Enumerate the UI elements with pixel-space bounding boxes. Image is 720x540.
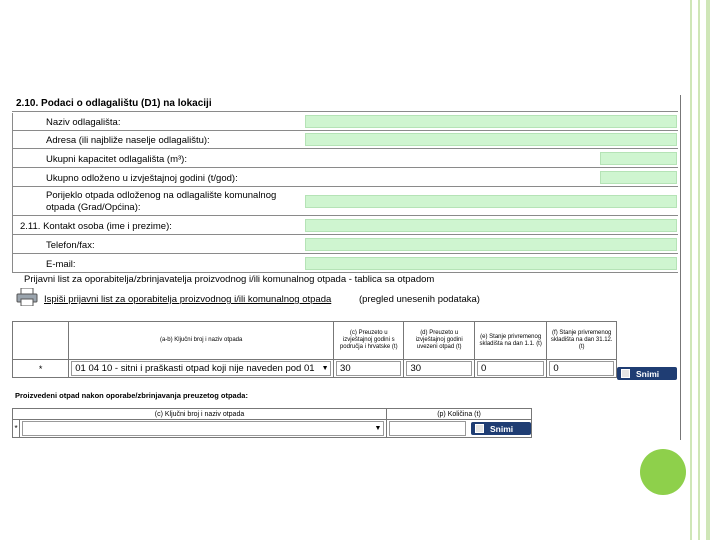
- phone-input[interactable]: [305, 238, 677, 251]
- row-marker: *: [13, 360, 69, 378]
- landfill-name-input[interactable]: [305, 115, 677, 128]
- chevron-down-icon: ▼: [321, 365, 329, 372]
- field-label-origin: Porijeklo otpada odloženog na odlagalište komunalnog: [46, 190, 277, 201]
- print-note: (pregled unesenih podataka): [359, 294, 480, 305]
- capacity-input[interactable]: [600, 152, 677, 165]
- save-button-2-label: Snimi: [490, 423, 514, 434]
- form-row: [12, 149, 678, 168]
- save-button[interactable]: [617, 367, 677, 380]
- quantity-d-input[interactable]: 30: [406, 361, 471, 376]
- field-label-capacity: Ukupni kapacitet odlagališta (m³):: [46, 154, 187, 165]
- slide-frame-line: [690, 0, 692, 540]
- contact-input[interactable]: [305, 219, 677, 232]
- col-header-e: (e) Stanje privremenog skladišta na dan 1.1. (t): [474, 322, 546, 360]
- origin-input[interactable]: [305, 195, 677, 208]
- save-button-2[interactable]: [471, 422, 531, 435]
- table-row: [13, 360, 617, 378]
- col-header-c: (c) Preuzeto u izvještajnoj godini s područja i hrvatske (t): [334, 322, 404, 360]
- form-row: [12, 216, 678, 235]
- row-marker: *: [13, 420, 20, 438]
- field-label-origin-cont: otpada (Grad/Općina):: [46, 202, 141, 213]
- form-row: [12, 254, 678, 273]
- form-row: [12, 235, 678, 254]
- chevron-down-icon: ▼: [374, 425, 382, 432]
- form-row: [12, 187, 678, 216]
- disposed-input[interactable]: [600, 171, 677, 184]
- save-button-label: Snimi: [636, 368, 660, 379]
- col-header-d: (d) Preuzeto u izvještajnoj godini uvezeni otpad (t): [404, 322, 474, 360]
- waste-select-2[interactable]: [22, 421, 384, 436]
- email-input[interactable]: [305, 257, 677, 270]
- quantity-f-input[interactable]: 0: [549, 361, 614, 376]
- form-row: [12, 130, 678, 149]
- waste-select-cell-2: [20, 420, 387, 438]
- slide-frame-line: [698, 0, 700, 540]
- form-row: [12, 111, 678, 131]
- save-disk-icon: [621, 369, 630, 378]
- form-row: [12, 168, 678, 187]
- form-screenshot: [12, 95, 681, 440]
- section-title-contact: 2.11. Kontakt osoba (ime i prezime):: [20, 221, 172, 232]
- print-form-link[interactable]: Ispiši prijavni list za oporabitelja proizvodnog i/ili komunalnog otpada: [44, 294, 332, 305]
- table-header-row: [13, 322, 617, 360]
- table-header-row: [13, 409, 532, 420]
- field-label-email: E-mail:: [46, 259, 76, 270]
- waste-table: [12, 321, 617, 378]
- produced-waste-title: Proizvedeni otpad nakon oporabe/zbrinjavanja preuzetog otpada:: [15, 391, 248, 400]
- address-input[interactable]: [305, 133, 677, 146]
- slide-frame-line: [706, 0, 710, 540]
- f-cell: [547, 360, 617, 378]
- table-row: [13, 420, 532, 438]
- field-label-address: Adresa (ili najbliže naselje odlagalištu):: [46, 135, 210, 146]
- col-header-waste: (a-b) Ključni broj i naziv otpada: [69, 322, 334, 360]
- prijavni-note: Prijavni list za oporabitelja/zbrinjavatelja proizvodnog i/ili komunalnog otpada - tablica sa otpadom: [24, 274, 435, 285]
- d-cell: [404, 360, 474, 378]
- col-header-f: (f) Stanje privremenog skladišta na dan 31.12. (t): [547, 322, 617, 360]
- printer-icon[interactable]: [16, 288, 38, 306]
- save-disk-icon: [475, 424, 484, 433]
- produced-waste-table: [12, 408, 532, 438]
- waste-select-cell: [69, 360, 334, 378]
- section-title-landfill: 2.10. Podaci o odlagalištu (D1) na lokaciji: [16, 98, 212, 109]
- decorative-circle: [640, 449, 686, 495]
- quantity-e-input[interactable]: 0: [477, 361, 544, 376]
- waste-select[interactable]: [71, 361, 331, 376]
- marker-header: [13, 322, 69, 360]
- quantity-p-input[interactable]: [389, 421, 466, 436]
- col-header-waste2: (c) Ključni broj i naziv otpada: [13, 409, 387, 420]
- quantity-c-input[interactable]: 30: [336, 361, 401, 376]
- waste-select-value: 01 04 10 - sitni i praškasti otpad koji nije naveden pod 01: [75, 363, 315, 374]
- field-label-landfill-name: Naziv odlagališta:: [46, 117, 121, 128]
- field-label-phone: Telefon/fax:: [46, 240, 95, 251]
- col-header-qty: (p) Količina (t): [387, 409, 532, 420]
- e-cell: [474, 360, 546, 378]
- field-label-disposed: Ukupno odloženo u izvještajnoj godini (t/god):: [46, 173, 238, 184]
- c-cell: [334, 360, 404, 378]
